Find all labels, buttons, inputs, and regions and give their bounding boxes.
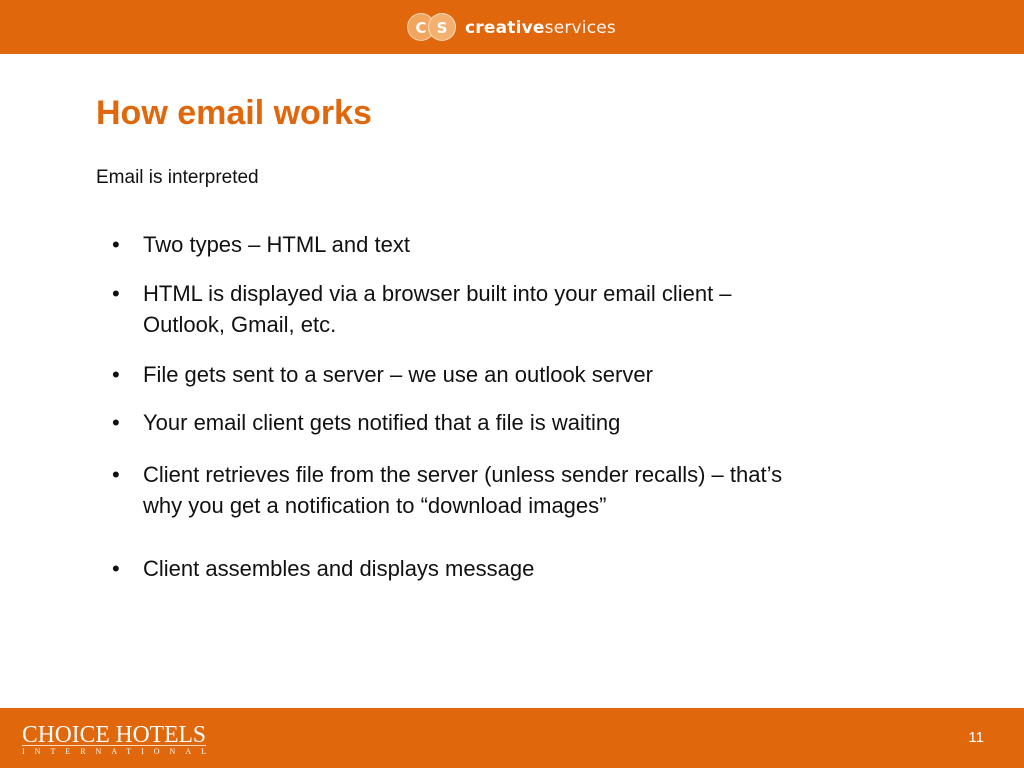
bullet-item: [112, 407, 812, 438]
bullet-icon: •: [112, 410, 120, 435]
bullet-item: [112, 278, 812, 340]
bullet-icon: •: [112, 232, 120, 257]
slide-subtitle: Email is interpreted: [96, 167, 259, 188]
bullet-item: [112, 553, 812, 584]
creative-services-logo: [407, 13, 616, 43]
slide-title: How email works: [96, 94, 372, 132]
bullet-text: Client assembles and displays message: [143, 556, 535, 581]
brand-name: [465, 18, 616, 38]
bullet-item: [112, 459, 812, 521]
bullet-item: [112, 229, 812, 260]
brand-name-bold: creative: [465, 18, 545, 38]
bullet-text: Client retrieves file from the server (unless sender recalls) – that’s why you get a notification to “download images”: [143, 462, 783, 518]
brand-badge-c: C: [407, 13, 435, 41]
page-number: 11: [968, 729, 984, 746]
bullet-text: Your email client gets notified that a file is waiting: [143, 410, 621, 435]
bullet-icon: •: [112, 462, 120, 487]
brand-badge-s: S: [428, 13, 456, 41]
bullet-icon: •: [112, 556, 120, 581]
cs-badge-icon: [407, 13, 457, 43]
logo-main-text: CHOICE HOTELS: [22, 722, 206, 748]
bullet-icon: •: [112, 281, 120, 306]
bullet-text: Two types – HTML and text: [143, 232, 410, 257]
bullet-icon: •: [112, 362, 120, 387]
logo-sub-text: INTERNATIONAL: [22, 747, 206, 756]
bullet-text: HTML is displayed via a browser built into your email client – Outlook, Gmail, etc.: [143, 281, 732, 337]
brand-name-light: services: [544, 18, 616, 38]
bullet-item: [112, 359, 812, 390]
bullet-text: File gets sent to a server – we use an outlook server: [143, 362, 653, 387]
choice-hotels-logo: [22, 720, 212, 756]
